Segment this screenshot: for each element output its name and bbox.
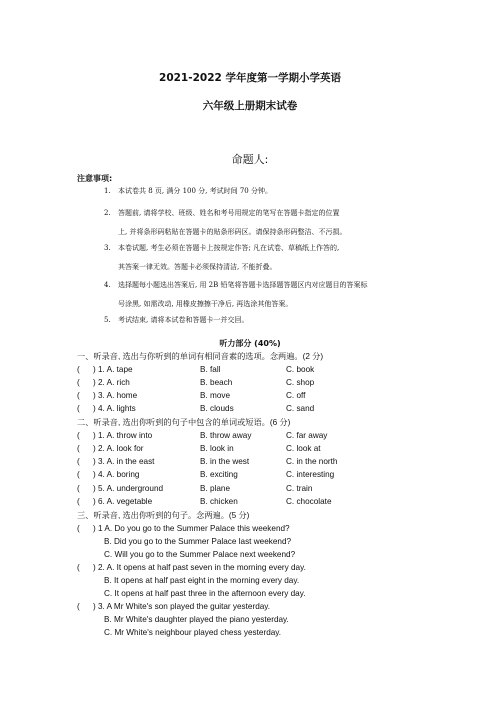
- option-c: C. train: [286, 484, 313, 493]
- option-line: B. It opens at half past eight in the morning every day.: [104, 576, 300, 585]
- option-a: ) 4. A. boring: [93, 470, 140, 479]
- answer-paren: (: [77, 391, 80, 400]
- notice-number: 3.: [104, 244, 111, 252]
- notice-line: 选择题每小题选出答案后, 用 2B 铅笔将答题卡选择题答题区内对应题目的答案标: [118, 281, 368, 289]
- answer-paren: (: [77, 378, 80, 387]
- notice-item-1: [104, 186, 444, 197]
- option-line: C. Mr White's neighbour played chess yesterday.: [104, 628, 282, 637]
- part1-heading: 一、听录音, 选出与你听到的单词有相同音素的选项。念两遍。(2 分): [77, 352, 324, 361]
- answer-paren: (: [77, 457, 80, 466]
- exam-subtitle: 六年级上册期末试卷: [202, 100, 298, 112]
- part2-heading: 二、听录音, 选出你听到的句子中包含的单词或短语。(6 分): [77, 418, 291, 427]
- notice-number: 1.: [104, 187, 111, 195]
- notice-heading: 注意事项:: [77, 174, 113, 183]
- option-b: B. plane: [200, 484, 231, 493]
- option-line: C. Will you go to the Summer Palace next weekend?: [104, 550, 296, 559]
- notice-line: 上, 并将条形码粘贴在答题卡的贴条形码区。请保持条形码整洁、不污损。: [118, 228, 347, 236]
- notice-line: 本试卷共 8 页, 满分 100 分, 考试时间 70 分钟。: [118, 187, 272, 195]
- part3-heading: 三、听录音, 选出你听到的句子。念两遍。(5 分): [77, 511, 250, 520]
- option-c: C. interesting: [286, 470, 335, 479]
- notice-line: 答题前, 请将学校、班级、姓名和考号用规定的笔写在答题卡指定的位置: [118, 209, 340, 217]
- listening-section-title: 听力部分 (40%): [219, 339, 281, 348]
- option-b: B. fall: [200, 365, 221, 374]
- option-a: ) 2. A. rich: [93, 378, 130, 387]
- answer-paren: (: [77, 470, 80, 479]
- option-c: C. chocolate: [286, 497, 332, 506]
- option-c: C. book: [286, 365, 315, 374]
- option-a: ) 1. A. throw into: [93, 431, 153, 440]
- answer-paren: (: [77, 524, 80, 533]
- answer-paren: (: [77, 431, 80, 440]
- notice-item-4: [104, 280, 444, 310]
- option-b: B. look in: [200, 444, 234, 453]
- option-c: C. off: [286, 391, 306, 400]
- answer-paren: (: [77, 563, 80, 572]
- option-line: B. Did you go to the Summer Palace last weekend?: [104, 537, 292, 546]
- option-b: B. beach: [200, 378, 233, 387]
- option-line: C. It opens at half past three in the afternoon every day.: [104, 589, 306, 598]
- sentence-question: [0, 524, 500, 564]
- option-c: C. far away: [286, 431, 328, 440]
- answer-paren: (: [77, 444, 80, 453]
- option-b: B. in the west: [200, 457, 250, 466]
- notice-item-5: [104, 315, 444, 326]
- answer-paren: (: [77, 365, 80, 374]
- option-c: C. in the north: [286, 457, 338, 466]
- option-b: B. throw away: [200, 431, 252, 440]
- option-line: ) 3. A Mr White's son played the guitar yesterday.: [93, 602, 271, 611]
- option-c: C. sand: [286, 404, 315, 413]
- option-line: ) 2. A. It opens at half past seven in the morning every day.: [93, 563, 306, 572]
- answer-paren: (: [77, 484, 80, 493]
- option-a: ) 4. A. lights: [93, 404, 136, 413]
- option-c: C. shop: [286, 378, 315, 387]
- notice-item-3: [104, 243, 444, 273]
- notice-line: 考试结束, 请将本试卷和答题卡一并交回。: [118, 316, 249, 324]
- notice-line: 号涂黑, 如需改动, 用橡皮擦擦干净后, 再选涂其他答案。: [118, 300, 293, 308]
- answer-paren: (: [77, 602, 80, 611]
- option-a: ) 5. A. underground: [93, 484, 164, 493]
- option-b: B. chicken: [200, 497, 238, 506]
- sentence-question: [0, 602, 500, 642]
- option-b: B. move: [200, 391, 231, 400]
- option-c: C. look at: [286, 444, 321, 453]
- notice-number: 5.: [104, 316, 111, 324]
- option-line: B. Mr White's daughter played the piano yesterday.: [104, 615, 289, 624]
- notice-line: 本卷试题, 考生必须在答题卡上按规定作答; 凡在试卷、草稿纸上作答的,: [118, 244, 340, 252]
- notice-line: 其答案一律无效。答题卡必须保持清洁, 不能折叠。: [118, 263, 277, 271]
- exam-title: 2021-2022 学年度第一学期小学英语: [159, 72, 341, 84]
- option-line: ) 1 A. Do you go to the Summer Palace this weekend?: [93, 524, 290, 533]
- notice-number: 4.: [104, 281, 111, 289]
- option-b: B. exciting: [200, 470, 238, 479]
- sentence-question: [0, 563, 500, 603]
- option-a: ) 3. A. in the east: [93, 457, 155, 466]
- answer-paren: (: [77, 497, 80, 506]
- author-label: 命题人:: [231, 153, 269, 166]
- option-a: ) 1. A. tape: [93, 365, 133, 374]
- notice-item-2: [104, 208, 444, 238]
- option-a: ) 2. A. look for: [93, 444, 144, 453]
- option-a: ) 6. A. vegetable: [93, 497, 153, 506]
- option-a: ) 3. A. home: [93, 391, 138, 400]
- option-b: B. clouds: [200, 404, 234, 413]
- notice-number: 2.: [104, 209, 111, 217]
- answer-paren: (: [77, 404, 80, 413]
